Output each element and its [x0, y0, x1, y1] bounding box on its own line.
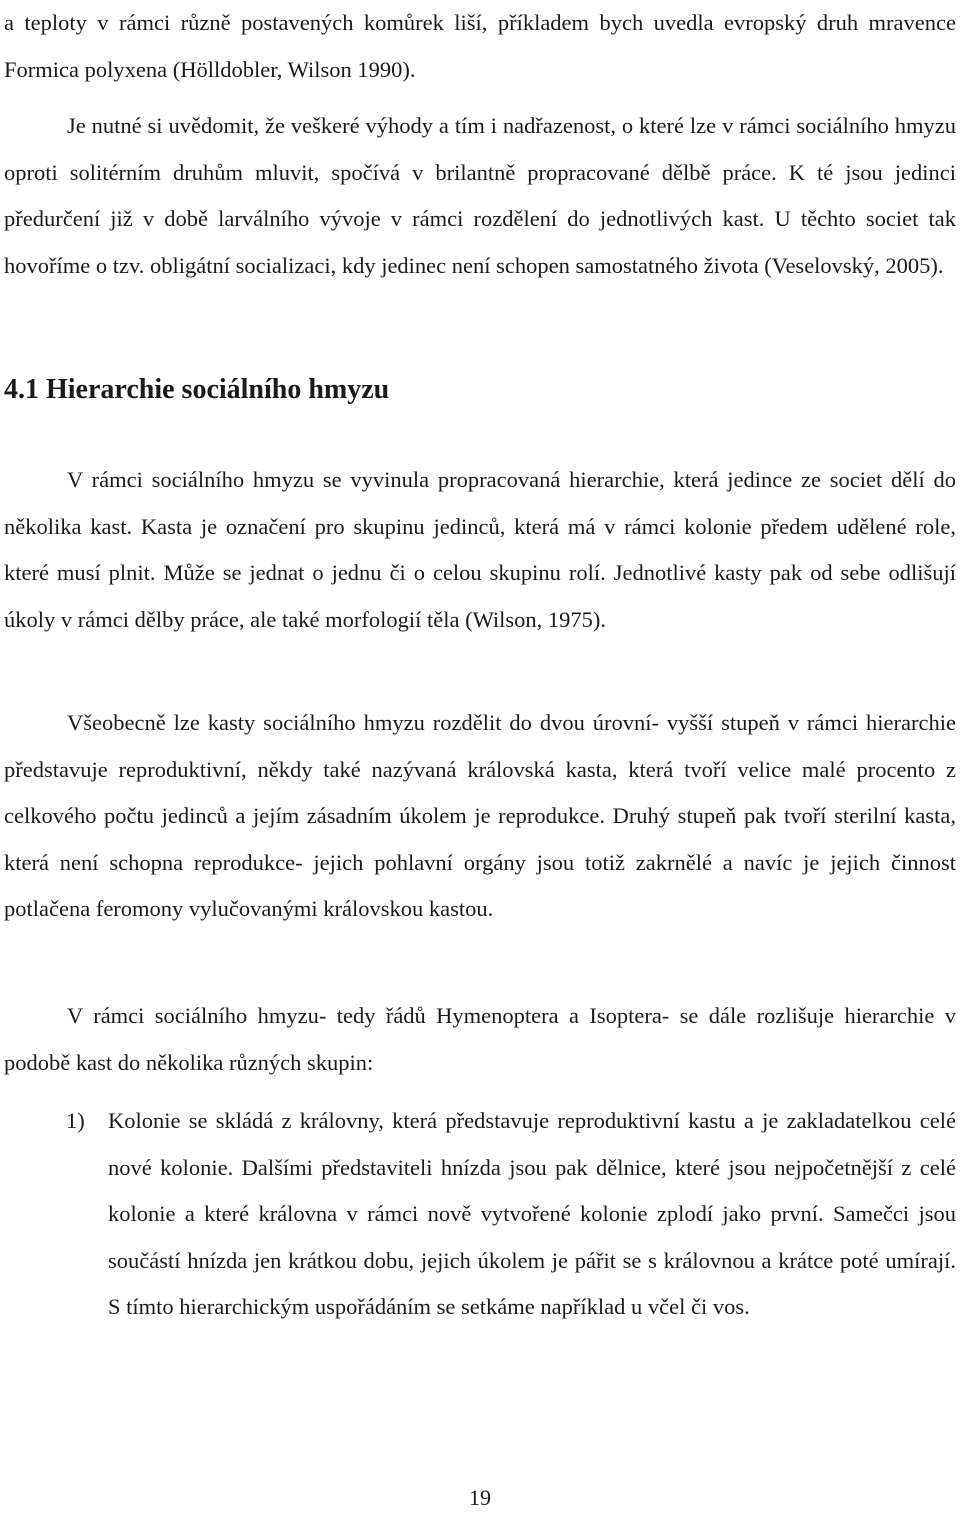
paragraph-division-of-labour: Je nutné si uvědomit, že veškeré výhody a tím i nadřazenost, o které lze v rámci sociálního hmyzu oproti solitérním druhům mluvit, spočívá v brilantně propracované dělbě práce. K té jsou jedinci předurčení již v době larválního vývoje v rámci rozdělení do jednotlivých kast. U těchto societ tak hovoříme o tzv. obligátní socializaci, kdy jedinec není schopen samostatného života (Veselovský, 2005).	[4, 113, 956, 278]
list-item-text: Kolonie se skládá z královny, která představuje reproduktivní kastu a je zakladatelkou celé nové kolonie. Dalšími představiteli hnízda jsou pak dělnice, které jsou nejpočetnější z celé kolonie a které královna v rámci nově vytvořené kolonie zplodí jako první. Samečci jsou součástí hnízda jen krátkou dobu, jejich úkolem je pářit se s královnou a krátce poté umírají. S tímto hierarchickým uspořádáním se setkáme například u včel či vos.	[108, 1108, 956, 1320]
paragraph-caste-levels: Všeobecně lze kasty sociálního hmyzu rozdělit do dvou úrovní- vyšší stupeň v rámci hierarchie představuje reproduktivní, někdy také nazývaná královská kasta, která tvoří velice malé procento z celkového počtu jedinců a jejím zásadním úkolem je reprodukce. Druhý stupeň pak tvoří sterilní kasta, která není schopna reprodukce- jejich pohlavní orgány jsou totiž zakrnělé a navíc je jejich činnost potlačena feromony vylučovanými královskou kastou.	[4, 710, 956, 922]
list-item-number: 1)	[66, 1108, 85, 1133]
paragraph-caste-groups: V rámci sociálního hmyzu- tedy řádů Hymenoptera a Isoptera- se dále rozlišuje hierarchie v podobě kast do několika různých skupin:	[4, 1003, 956, 1075]
section-heading: 4.1 Hierarchie sociálního hmyzu	[4, 374, 390, 405]
numbered-list-item	[66, 1098, 956, 1331]
paragraph-continuation: a teploty v rámci různě postavených komůrek liší, příkladem bych uvedla evropský druh mravence Formica polyxena (Hölldobler, Wilson 1990).	[4, 10, 956, 82]
paragraph-hierarchy: V rámci sociálního hmyzu se vyvinula propracovaná hierarchie, která jedince ze societ dělí do několika kast. Kasta je označení pro skupinu jedinců, která má v rámci kolonie předem udělené role, které musí plnit. Může se jednat o jednu či o celou skupinu rolí. Jednotlivé kasty pak od sebe odlišují úkoly v rámci dělby práce, ale také morfologií těla (Wilson, 1975).	[4, 467, 956, 632]
page-number: 19	[469, 1485, 491, 1510]
